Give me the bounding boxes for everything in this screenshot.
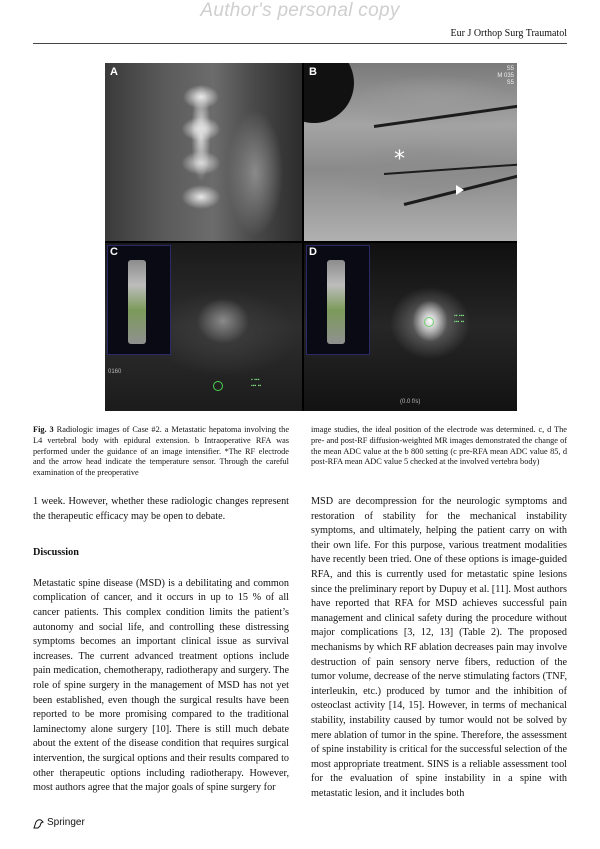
localizer-spine	[327, 260, 345, 344]
roi-circle	[424, 317, 434, 327]
electrode-wire	[374, 104, 517, 128]
figure-caption-right: image studies, the ideal position of the electrode was determined. c, d The pre- and post-RF diffusion-weighted MR images demonstrated the change of the mean ADC value at the b 800 setting (c pre-RFA mean ADC value 85, d post-RFA mean ADC value 5 checked at the involved vertebra body)	[311, 425, 567, 467]
watermark: Author's personal copy	[200, 0, 400, 21]
panel-b-corner-text: S5 M 035 S5	[497, 66, 514, 86]
intro-paragraph: 1 week. However, whether these radiologic changes represent the therapeutic efficacy may be open to debate.	[33, 496, 289, 522]
caption-label: Fig. 3	[33, 425, 54, 434]
caption-text-left: Radiologic images of Case #2. a Metastatic hepatoma involving the L4 vertebral body with epidural extension. b Intraoperative RFA was performed under the guidance of an image intensifier. *The RF electrode and the arrow head indicate the temperature sensor. Through the careful examination of the preoperative	[33, 425, 290, 478]
figure-caption-left	[33, 425, 289, 479]
panel-b-label: B	[309, 66, 317, 78]
panel-a-mri-sagittal	[105, 63, 302, 241]
panel-c-dwi-pre	[105, 243, 302, 411]
electrode-marker: *	[394, 147, 405, 172]
localizer-spine	[128, 260, 146, 344]
panel-a-label: A	[110, 66, 118, 78]
panel-c-localizer	[107, 245, 171, 355]
header-rule	[33, 43, 567, 44]
panel-c-overlay: 0160	[108, 369, 122, 375]
springer-horse-icon	[33, 818, 44, 829]
panel-d-label: D	[309, 246, 317, 258]
arrow-head-icon	[456, 185, 464, 195]
discussion-paragraph: Metastatic spine disease (MSD) is a debilitating and common complication of cancer, and it occurs in up to 15 % of all cancer patients. This complex condition limits the patient’s autonomy and social life, and controlling these distressing symptoms becomes an important clinical issue as survival increases. The current advanced treatment options include pain medication, chemotherapy, radiotherapy and surgery. The role of spine surgery in the management of MSD has not yet been established, even though the surgical results have been reported to be more promising compared to the traditional laminectomy alone surgery [10]. There is still much debate about the extent of the disease condition that requires surgical intervention, the surgical options and their results compared to other therapeutic options including radiotherapy. However, most authors agree that the major goals of spine surgery for	[33, 577, 289, 794]
roi-circle	[213, 381, 223, 391]
panel-b-fluoroscopy	[304, 63, 517, 241]
panel-d-dwi-post	[304, 243, 517, 411]
panel-d-localizer	[306, 245, 370, 355]
body-paragraph: MSD are decompression for the neurologic symptoms and restoration of stability for the mechanical instability symptoms, and ultimately, helping the patient carry on with their own life. For this purpose, various treatment modalities have recently been tried. One of these options is image-guided RFA, and this is currently used for metastatic spine lesions since the preliminary report by Dupuy et al. [11]. Most authors have reported that RFA for MSD achieves successful pain management and clinical safety during the procedure without major complications [3, 12, 13] (Table 2). The proposed mechanisms by which RF ablation decreases pain may involve destruction of pain sensory nerve fibers, reduction of the tumor volume, decrease of the nerve stimulating factors (TNF, interleukin, etc.) produced by tumor and the inhibition of osteoclast activity [14, 15]. However, in terms of mechanical stability, instability caused by tumor would not be solved by mere ablation of tumor in the spine. Therefore, the assessment of spine instability is critical for the successful selection of the most appropriate treatment. SINS is a reliable assessment tool for the evaluation of spine instability in a spine with metastatic lesion, and it includes both	[311, 496, 567, 799]
roi-readout: ▪ ▪▪▪ ▪▪▪ ▪▪	[251, 377, 262, 389]
publisher-name: Springer	[47, 817, 85, 828]
roi-readout: ▪▪ ▪▪▪ ▪▪▪ ▪▪	[454, 313, 465, 325]
right-column	[311, 495, 567, 801]
panel-c-label: C	[110, 246, 118, 258]
running-head: Eur J Orthop Surg Traumatol	[450, 28, 567, 39]
left-column	[33, 495, 289, 796]
figure-3	[105, 63, 517, 411]
panel-d-overlay: (0.0 f/s)	[400, 399, 421, 405]
springer-logo	[33, 817, 85, 829]
section-heading: Discussion	[33, 547, 79, 559]
